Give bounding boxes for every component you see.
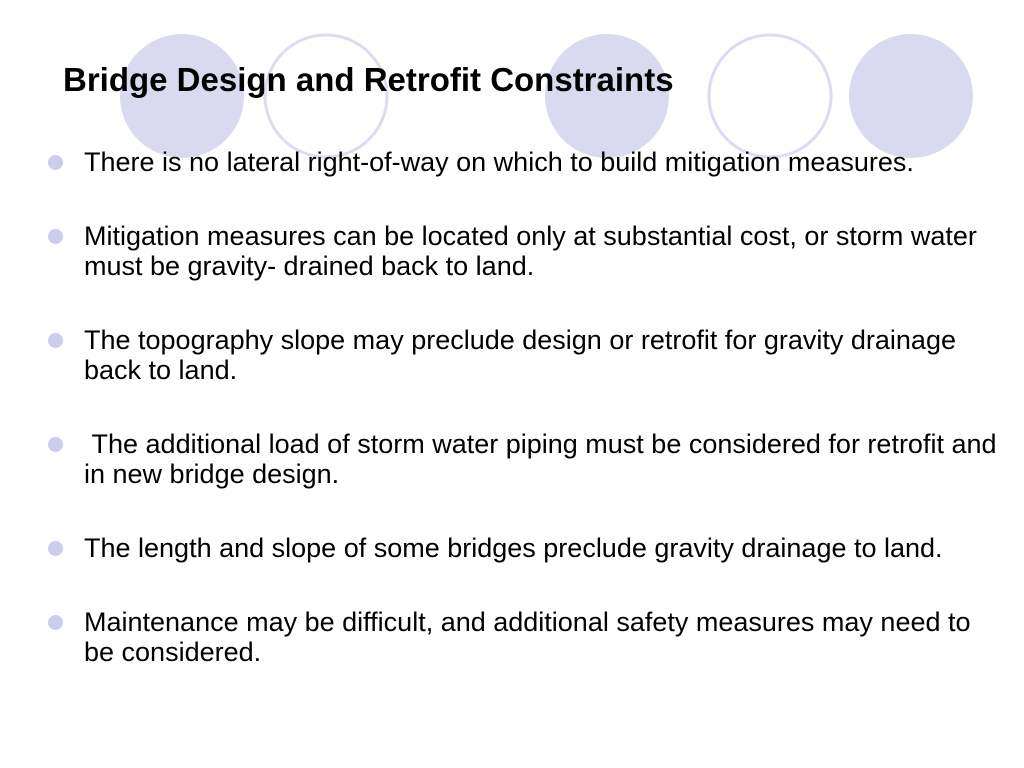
bullet-text: The topography slope may preclude design or retrofit for gravity drainage back to land. xyxy=(84,325,964,385)
bullet-text: The additional load of storm water piping must be considered for retrofit and in new bridge design. xyxy=(84,429,1005,489)
bullet-icon xyxy=(48,333,63,348)
bullet-item xyxy=(48,325,998,385)
bullet-icon xyxy=(48,437,63,452)
bullet-icon xyxy=(48,615,63,630)
bullet-item xyxy=(48,429,1005,489)
bullet-text: There is no lateral right-of-way on which to build mitigation measures. xyxy=(84,147,914,177)
bullet-item xyxy=(48,147,998,177)
bullet-item xyxy=(48,607,998,667)
bullet-icon xyxy=(48,229,63,244)
bullet-icon xyxy=(48,541,63,556)
decor-circle-outline xyxy=(709,35,831,157)
bullet-text: Maintenance may be difficult, and additional safety measures may need to be considered. xyxy=(84,607,979,667)
bullet-text: Mitigation measures can be located only at substantial cost, or storm water must be gravity- drained back to land. xyxy=(84,221,985,281)
bullet-text: The length and slope of some bridges preclude gravity drainage to land. xyxy=(84,533,943,563)
bullet-item xyxy=(48,533,998,563)
decor-circle-filled xyxy=(849,34,973,158)
bullet-list xyxy=(48,147,1005,711)
bullet-icon xyxy=(48,155,63,170)
slide-title: Bridge Design and Retrofit Constraints xyxy=(63,61,674,98)
bullet-item xyxy=(48,221,998,281)
